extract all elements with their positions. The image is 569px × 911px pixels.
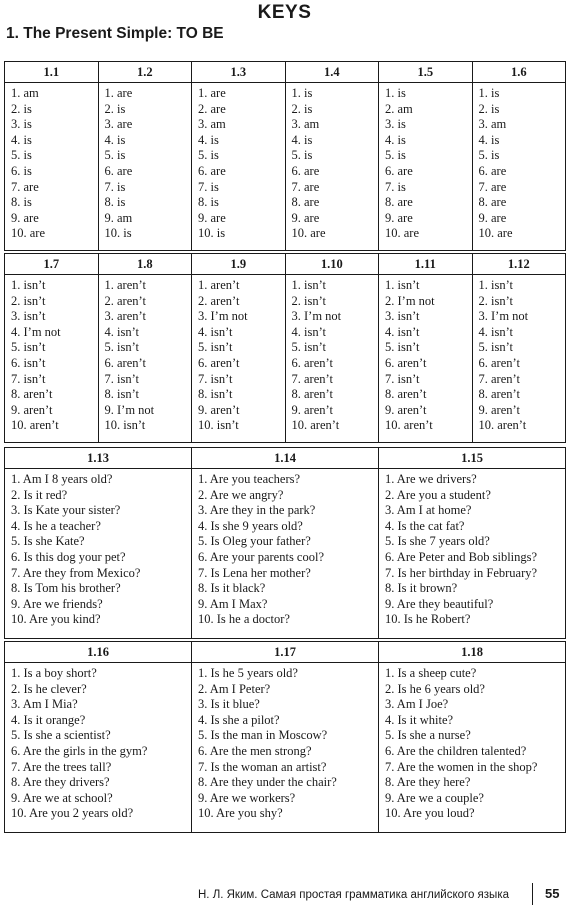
- answer-item: 10. Are you shy?: [198, 806, 283, 821]
- answer-item: 1. Are you teachers?: [198, 472, 301, 486]
- answer-item: 4. Is it white?: [385, 712, 454, 727]
- answer-item: 5. Is Oleg your father?: [198, 534, 311, 549]
- answer-item: 1. are: [198, 86, 226, 100]
- answer-item: 8. Are they under the chair?: [198, 775, 337, 790]
- answer-item: 1. are: [104, 86, 133, 100]
- answer-item: 8. aren’t: [11, 387, 53, 402]
- answer-item: 3. Is Kate your sister?: [11, 503, 121, 518]
- answers-cell: [5, 663, 192, 833]
- answer-item: 7. is: [385, 179, 406, 194]
- answer-item: 2. aren’t: [198, 293, 240, 308]
- answer-item: 9. Are we at school?: [11, 790, 113, 805]
- answer-item: 5. isn’t: [11, 340, 46, 355]
- answers-cell: [5, 275, 99, 443]
- exercise-header: 1.17: [192, 642, 379, 663]
- answer-item: 6. are: [291, 163, 320, 178]
- answer-item: 5. Is she a scientist?: [11, 728, 111, 743]
- answer-item: 4. isn’t: [478, 324, 513, 339]
- answer-item: 5. isn’t: [291, 340, 326, 355]
- answer-item: 9. are: [385, 210, 413, 225]
- answer-item: 10. Are you 2 years old?: [11, 806, 134, 821]
- answer-item: 8. Are they here?: [385, 775, 471, 790]
- answer-item: 4. Is she 9 years old?: [198, 518, 303, 533]
- answer-item: 3. Am I Joe?: [385, 697, 449, 712]
- answer-item: 7. are: [11, 179, 39, 194]
- answer-item: 6. aren’t: [104, 355, 146, 370]
- answer-item: 10. aren’t: [291, 418, 340, 433]
- answers-cell: [5, 469, 192, 639]
- answers-cell: [192, 275, 286, 443]
- section-title: 1. The Present Simple: TO BE: [6, 25, 224, 42]
- answer-item: 7. Are the women in the shop?: [385, 759, 538, 774]
- answer-item: 8. is: [104, 195, 126, 210]
- answer-table-1-1-to-1-6: [4, 61, 566, 251]
- answer-item: 3. I’m not: [198, 309, 248, 324]
- exercise-header: 1.6: [472, 62, 566, 83]
- footer-book-title: Н. Л. Яким. Самая простая грамматика английского языка: [198, 889, 510, 901]
- answer-item: 10. Is he Robert?: [385, 612, 471, 627]
- answer-item: 1. Are we drivers?: [385, 472, 477, 486]
- answers-cell: [192, 469, 379, 639]
- page-number: 55: [545, 886, 560, 901]
- answer-item: 8. Is Tom his brother?: [11, 581, 121, 596]
- answer-item: 3. I’m not: [478, 309, 529, 324]
- answer-item: 1. is: [291, 86, 313, 100]
- answer-item: 3. Is it blue?: [198, 697, 260, 712]
- answer-item: 10. are: [478, 226, 513, 241]
- answers-cell: [5, 83, 99, 251]
- answer-item: 9. I’m not: [104, 402, 155, 417]
- answer-item: 8. Are they drivers?: [11, 775, 110, 790]
- answer-item: 3. is: [11, 117, 32, 132]
- answer-item: 1. Is a boy short?: [11, 666, 97, 680]
- answer-item: 5. isn’t: [198, 340, 233, 355]
- answer-item: 1. Is a sheep cute?: [385, 666, 477, 680]
- answer-item: 5. is: [104, 148, 126, 163]
- answer-item: 7. are: [291, 179, 320, 194]
- answer-item: 8. aren’t: [291, 387, 333, 402]
- answer-item: 1. am: [11, 86, 39, 100]
- answer-item: 4. isn’t: [198, 324, 233, 339]
- answer-item: 1. isn’t: [478, 278, 513, 292]
- answers-cell: [98, 83, 192, 251]
- answer-item: 4. is: [291, 132, 313, 147]
- answer-item: 4. is: [478, 132, 500, 147]
- answer-item: 7. is: [198, 179, 219, 194]
- answer-item: 6. Are your parents cool?: [198, 549, 325, 564]
- answer-item: 7. isn’t: [11, 371, 46, 386]
- answer-item: 10. are: [385, 226, 420, 241]
- answer-item: 8. aren’t: [478, 387, 520, 402]
- answer-item: 1. isn’t: [291, 278, 326, 292]
- answer-item: 6. isn’t: [11, 355, 46, 370]
- answer-item: 7. Are they from Mexico?: [11, 565, 141, 580]
- answer-item: 7. aren’t: [478, 371, 520, 386]
- answer-item: 8. isn’t: [198, 387, 233, 402]
- answer-item: 10. are: [291, 226, 326, 241]
- answer-item: 6. are: [198, 163, 226, 178]
- answer-item: 1. aren’t: [198, 278, 240, 292]
- answers-cell: [285, 275, 379, 443]
- answer-item: 4. isn’t: [104, 324, 139, 339]
- answer-item: 10. isn’t: [198, 418, 239, 433]
- answer-item: 7. isn’t: [198, 371, 233, 386]
- answer-item: 9. Am I Max?: [198, 596, 268, 611]
- answer-item: 4. is: [104, 132, 126, 147]
- answer-item: 3. are: [104, 117, 133, 132]
- answer-item: 2. I’m not: [385, 293, 435, 308]
- answer-item: 5. Is she Kate?: [11, 534, 85, 549]
- answer-item: 9. are: [11, 210, 39, 225]
- exercise-header: 1.2: [98, 62, 192, 83]
- answer-item: 5. isn’t: [104, 340, 139, 355]
- answer-item: 8. Is it black?: [198, 581, 266, 596]
- answer-item: 4. is: [198, 132, 219, 147]
- answers-cell: [379, 83, 473, 251]
- answer-item: 7. aren’t: [291, 371, 333, 386]
- answer-item: 6. is: [11, 163, 32, 178]
- answer-item: 6. Are the men strong?: [198, 743, 312, 758]
- table-header-row: [5, 642, 566, 663]
- answers-cell: [98, 275, 192, 443]
- answer-item: 10. Are you loud?: [385, 806, 475, 821]
- answer-item: 2. is: [291, 101, 313, 116]
- answer-item: 6. Are the children talented?: [385, 743, 527, 758]
- answers-row: [5, 83, 566, 251]
- answer-item: 9. aren’t: [291, 402, 333, 417]
- answer-item: 5. isn’t: [385, 340, 420, 355]
- answer-item: 9. Are they beautiful?: [385, 596, 494, 611]
- answer-item: 4. Is the cat fat?: [385, 518, 465, 533]
- answer-item: 10. are: [11, 226, 46, 241]
- answer-item: 9. are: [291, 210, 320, 225]
- answer-item: 5. Is she a nurse?: [385, 728, 471, 743]
- answer-item: 2. Am I Peter?: [198, 681, 271, 696]
- answer-item: 9. are: [198, 210, 226, 225]
- answers-cell: [379, 275, 473, 443]
- answer-item: 2. isn’t: [478, 293, 513, 308]
- answer-item: 5. is: [385, 148, 406, 163]
- answer-item: 5. is: [198, 148, 219, 163]
- answer-item: 5. isn’t: [478, 340, 513, 355]
- answers-cell: [472, 275, 566, 443]
- answers-cell: [379, 469, 566, 639]
- answer-item: 4. I’m not: [11, 324, 61, 339]
- answer-item: 10. aren’t: [385, 418, 433, 433]
- footer-divider: [532, 883, 533, 905]
- exercise-header: 1.18: [379, 642, 566, 663]
- answer-item: 1. Is he 5 years old?: [198, 666, 298, 680]
- answer-item: 10. isn’t: [104, 418, 146, 433]
- exercise-header: 1.14: [192, 448, 379, 469]
- answer-item: 7. Is Lena her mother?: [198, 565, 311, 580]
- exercise-header: 1.4: [285, 62, 379, 83]
- exercise-header: 1.12: [472, 254, 566, 275]
- answer-item: 8. isn’t: [104, 387, 139, 402]
- answer-item: 4. Is she a pilot?: [198, 712, 280, 727]
- answer-item: 6. aren’t: [291, 355, 333, 370]
- answer-item: 7. Is her birthday in February?: [385, 565, 538, 580]
- answer-item: 1. is: [385, 86, 406, 100]
- answer-item: 4. isn’t: [291, 324, 326, 339]
- answer-item: 3. isn’t: [385, 309, 420, 324]
- answer-item: 10. Is he a doctor?: [198, 612, 290, 627]
- answer-item: 2. Are we angry?: [198, 487, 284, 502]
- answer-item: 6. Are Peter and Bob siblings?: [385, 549, 538, 564]
- exercise-header: 1.11: [379, 254, 473, 275]
- answer-item: 6. are: [385, 163, 413, 178]
- answer-item: 3. Am I Mia?: [11, 697, 78, 712]
- answer-item: 3. isn’t: [11, 309, 46, 324]
- answers-row: [5, 275, 566, 443]
- answer-item: 4. Is it orange?: [11, 712, 86, 727]
- answer-item: 9. aren’t: [478, 402, 520, 417]
- answer-item: 5. is: [11, 148, 32, 163]
- answer-item: 6. aren’t: [198, 355, 240, 370]
- answer-item: 10. is: [104, 226, 132, 241]
- answer-item: 2. Is he 6 years old?: [385, 681, 485, 696]
- exercise-header: 1.16: [5, 642, 192, 663]
- answer-item: 7. is: [104, 179, 126, 194]
- answer-table-1-13-to-1-15: [4, 447, 566, 639]
- answer-item: 9. Are we workers?: [198, 790, 296, 805]
- exercise-header: 1.3: [192, 62, 286, 83]
- answer-item: 6. aren’t: [478, 355, 520, 370]
- answer-item: 4. Is he a teacher?: [11, 518, 101, 533]
- answer-item: 5. Is she 7 years old?: [385, 534, 490, 549]
- answer-item: 2. are: [198, 101, 226, 116]
- answers-cell: [472, 83, 566, 251]
- keys-title: KEYS: [257, 2, 312, 23]
- answer-table-1-16-to-1-18: [4, 641, 566, 833]
- answer-item: 6. are: [104, 163, 133, 178]
- answer-item: 1. Am I 8 years old?: [11, 472, 113, 486]
- answer-item: 1. isn’t: [385, 278, 420, 292]
- answer-item: 4. isn’t: [385, 324, 420, 339]
- answer-item: 3. am: [198, 117, 226, 132]
- answer-item: 8. are: [385, 195, 413, 210]
- answer-item: 9. am: [104, 210, 133, 225]
- answers-cell: [192, 83, 286, 251]
- answer-item: 2. Is it red?: [11, 487, 68, 502]
- exercise-header: 1.15: [379, 448, 566, 469]
- table-header-row: [5, 254, 566, 275]
- answer-item: 4. is: [385, 132, 406, 147]
- answer-item: 8. are: [478, 195, 507, 210]
- answer-item: 6. aren’t: [385, 355, 427, 370]
- answer-item: 1. aren’t: [104, 278, 146, 292]
- answer-item: 2. Are you a student?: [385, 487, 491, 502]
- answer-item: 8. is: [11, 195, 32, 210]
- answer-item: 10. aren’t: [11, 418, 59, 433]
- answer-item: 8. Is it brown?: [385, 581, 458, 596]
- answer-item: 3. aren’t: [104, 309, 146, 324]
- answer-item: 9. aren’t: [385, 402, 427, 417]
- exercise-header: 1.9: [192, 254, 286, 275]
- answer-item: 8. aren’t: [385, 387, 427, 402]
- answer-item: 2. Is he clever?: [11, 681, 87, 696]
- answer-item: 6. are: [478, 163, 507, 178]
- answer-item: 3. am: [291, 117, 320, 132]
- answer-item: 9. are: [478, 210, 507, 225]
- answer-item: 2. isn’t: [291, 293, 326, 308]
- exercise-header: 1.1: [5, 62, 99, 83]
- answer-item: 1. is: [478, 86, 500, 100]
- answer-item: 3. am: [478, 117, 507, 132]
- answer-item: 8. are: [291, 195, 320, 210]
- answer-item: 7. Are the trees tall?: [11, 759, 112, 774]
- answer-table-1-7-to-1-12: [4, 253, 566, 443]
- exercise-header: 1.13: [5, 448, 192, 469]
- table-header-row: [5, 62, 566, 83]
- answer-item: 3. Am I at home?: [385, 503, 472, 518]
- answer-item: 3. is: [385, 117, 406, 132]
- answer-item: 5. is: [478, 148, 500, 163]
- answer-item: 7. isn’t: [104, 371, 139, 386]
- answers-cell: [379, 663, 566, 833]
- exercise-header: 1.10: [285, 254, 379, 275]
- answer-item: 8. is: [198, 195, 219, 210]
- answer-item: 10. is: [198, 226, 226, 241]
- answer-item: 7. Is the woman an artist?: [198, 759, 327, 774]
- answers-cell: [285, 83, 379, 251]
- answer-item: 10. Are you kind?: [11, 612, 101, 627]
- answer-item: 4. is: [11, 132, 32, 147]
- answers-cell: [192, 663, 379, 833]
- answer-item: 9. Are we a couple?: [385, 790, 484, 805]
- answer-item: 2. is: [104, 101, 126, 116]
- answer-item: 6. Is this dog your pet?: [11, 549, 126, 564]
- answer-item: 10. aren’t: [478, 418, 527, 433]
- answer-item: 6. Are the girls in the gym?: [11, 743, 148, 758]
- answer-item: 1. isn’t: [11, 278, 46, 292]
- answers-row: [5, 469, 566, 639]
- answer-item: 9. aren’t: [11, 402, 53, 417]
- answers-row: [5, 663, 566, 833]
- answer-item: 2. am: [385, 101, 413, 116]
- answer-item: 9. Are we friends?: [11, 596, 103, 611]
- table-header-row: [5, 448, 566, 469]
- answer-item: 9. aren’t: [198, 402, 240, 417]
- answer-item: 2. isn’t: [11, 293, 46, 308]
- exercise-header: 1.5: [379, 62, 473, 83]
- exercise-header: 1.8: [98, 254, 192, 275]
- answer-item: 5. Is the man in Moscow?: [198, 728, 328, 743]
- answer-item: 5. is: [291, 148, 313, 163]
- answer-item: 2. aren’t: [104, 293, 146, 308]
- answer-item: 7. are: [478, 179, 507, 194]
- answer-item: 2. is: [478, 101, 500, 116]
- answer-item: 7. isn’t: [385, 371, 420, 386]
- exercise-header: 1.7: [5, 254, 99, 275]
- answer-item: 3. I’m not: [291, 309, 342, 324]
- answer-item: 2. is: [11, 101, 32, 116]
- answer-item: 3. Are they in the park?: [198, 503, 316, 518]
